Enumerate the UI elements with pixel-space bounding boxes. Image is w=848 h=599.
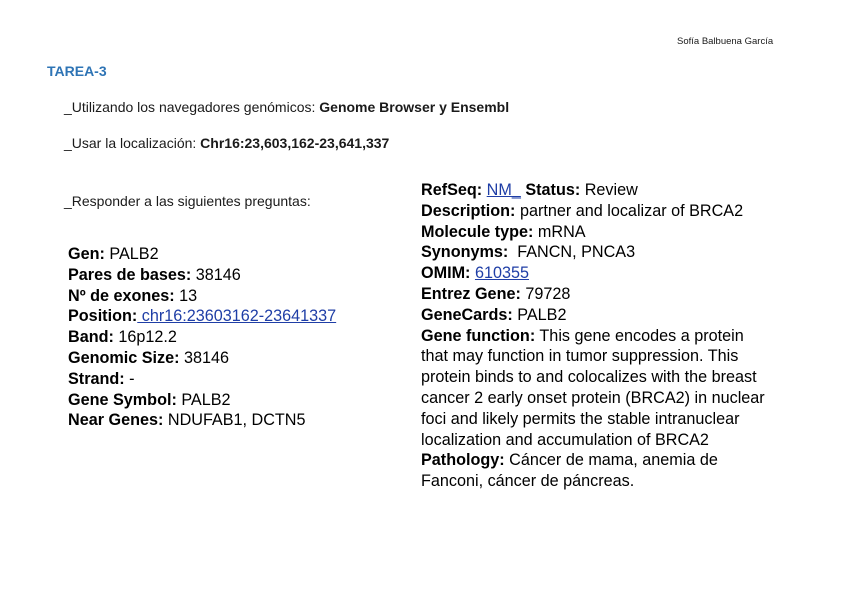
row-label: Nº de exones:	[68, 286, 175, 305]
entrez-row	[421, 284, 766, 305]
synonyms-row	[421, 242, 766, 263]
position-row	[68, 306, 336, 327]
function-value: This gene encodes a protein that may function in tumor suppression. This protein binds to and colocalizes with the breast cancer 2 early onset protein (BRCA2) in nuclear foci and likely permits the stable intranuclear localization and accumulation of BRCA2	[421, 326, 765, 449]
function-label: Gene function:	[421, 326, 536, 345]
synonyms-value: FANCN, PNCA3	[508, 243, 636, 262]
row-label: Near Genes:	[68, 411, 164, 430]
entrez-label: Entrez Gene:	[421, 284, 521, 303]
genecards-label: GeneCards:	[421, 305, 513, 324]
row-value: -	[124, 369, 135, 388]
row-value: PALB2	[176, 390, 231, 409]
band-row	[68, 327, 336, 348]
gene-info-right	[421, 180, 766, 492]
instruction-browsers	[64, 99, 509, 115]
pathology-label: Pathology:	[421, 451, 505, 470]
exon-count-row	[68, 286, 336, 307]
row-value: 38146	[179, 348, 230, 367]
description-label: Description:	[421, 201, 516, 220]
molecule-type-row	[421, 222, 766, 243]
row-value: 38146	[191, 265, 241, 284]
base-pairs-row	[68, 265, 336, 286]
position-link[interactable]: chr16:23603162-23641337	[137, 307, 337, 326]
description-row	[421, 201, 766, 222]
near-genes-row	[68, 410, 336, 431]
row-value: 16p12.2	[113, 328, 177, 347]
pathology-row	[421, 450, 766, 492]
refseq-link[interactable]: NM_	[486, 181, 521, 199]
author-name: Sofía Balbuena García	[677, 36, 774, 47]
entrez-value: 79728	[520, 284, 571, 303]
synonyms-label: Synonyms:	[421, 243, 509, 262]
molecule-value: mRNA	[533, 222, 586, 241]
row-label: Band:	[68, 328, 114, 347]
molecule-label: Molecule type:	[421, 222, 534, 241]
genecards-value: PALB2	[512, 305, 567, 324]
strand-row	[68, 369, 336, 390]
instruction-browsers-bold: Genome Browser y Ensembl	[319, 99, 510, 115]
omim-label: OMIM:	[421, 264, 471, 283]
refseq-label: RefSeq:	[421, 181, 483, 199]
description-value: partner and localizar of BRCA2	[515, 201, 744, 220]
pathology-value: Cáncer de mama, anemia de Fanconi, cáncer de páncreas.	[421, 451, 718, 491]
row-value: NDUFAB1, DCTN5	[163, 411, 306, 430]
refseq-row	[421, 180, 766, 201]
genomic-size-row	[68, 348, 336, 369]
row-label: Pares de bases:	[68, 265, 192, 284]
row-value: 13	[174, 286, 198, 305]
gene-function-row	[421, 326, 766, 451]
gene-row	[68, 244, 336, 265]
status-value: Review	[580, 181, 638, 199]
instruction-browsers-text: _Utilizando los navegadores genómicos:	[64, 99, 320, 115]
row-label: Gene Symbol:	[68, 390, 177, 409]
row-label: Gen:	[68, 245, 105, 263]
omim-link[interactable]: 610355	[474, 264, 529, 283]
instruction-location	[64, 135, 389, 151]
status-label: Status:	[525, 181, 581, 199]
instruction-questions: _Responder a las siguientes preguntas:	[64, 193, 311, 209]
instruction-location-text: _Usar la localización:	[64, 135, 201, 151]
gene-symbol-row	[68, 390, 336, 411]
omim-row	[421, 263, 766, 284]
row-value: PALB2	[104, 245, 159, 263]
row-label: Genomic Size:	[68, 348, 180, 367]
gene-info-left	[68, 244, 336, 431]
row-label: Strand:	[68, 369, 125, 388]
assignment-title: TAREA-3	[47, 63, 107, 79]
row-label: Position:	[68, 307, 138, 326]
instruction-location-bold: Chr16:23,603,162-23,641,337	[200, 135, 390, 151]
genecards-row	[421, 305, 766, 326]
